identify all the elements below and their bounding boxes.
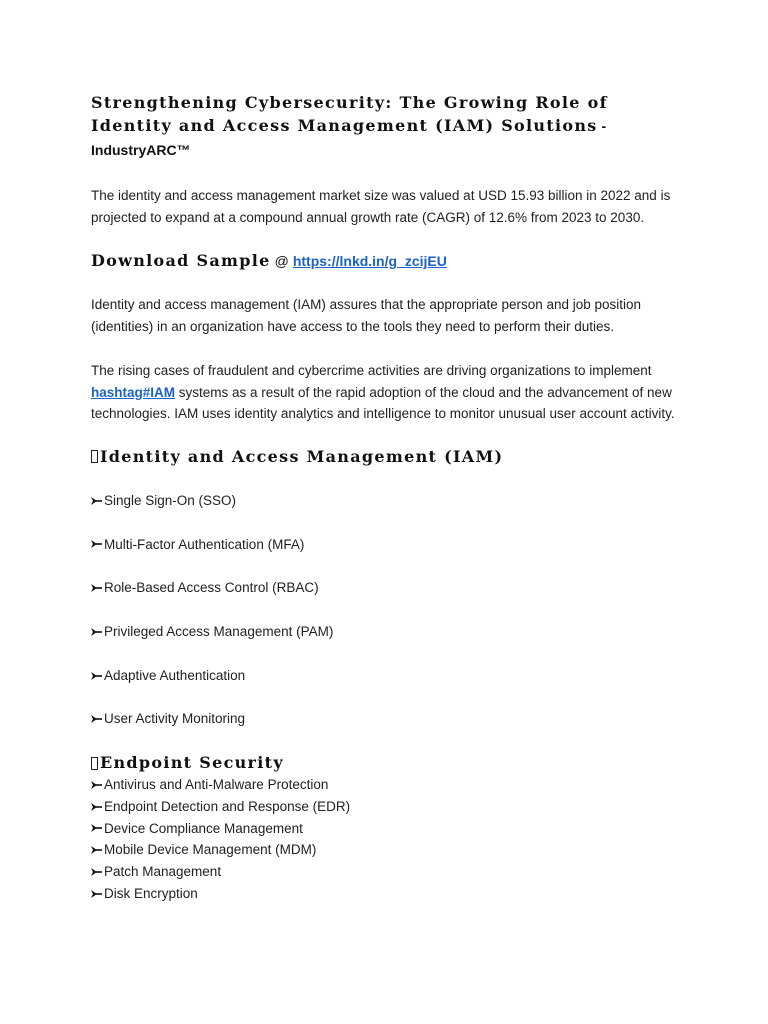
document-body [91,88,691,904]
list-item-label: Endpoint Detection and Response (EDR) [104,798,351,814]
arrow-bullet-icon [91,671,103,681]
post-title-suffix: - IndustryARC™ [91,118,607,158]
arrow-bullet-icon [91,867,103,877]
list-item-label: Adaptive Authentication [104,667,246,683]
missing-glyph-icon [91,450,98,463]
list-item [91,774,691,796]
arrow-bullet-icon [91,802,103,812]
arrow-bullet-icon [91,845,103,855]
endpoint-feature-list [91,774,691,904]
arrow-bullet-icon [91,627,103,637]
rising-cases-text-end: systems as a result of the rapid adoption of the cloud and the advancement of new technologies. IAM uses identity analytics and intelligence to monitor unusual user account activity. [91,384,675,422]
list-item [91,883,691,905]
list-item [91,534,691,556]
arrow-bullet-icon [91,780,103,790]
arrow-bullet-icon [91,496,103,506]
arrow-bullet-icon [91,539,103,549]
hashtag-iam-link[interactable]: hashtag#IAM [91,384,176,400]
endpoint-section-heading [91,752,691,774]
arrow-bullet-icon [91,714,103,724]
list-item-label: Disk Encryption [104,885,198,901]
iam-section-heading [91,446,691,468]
iam-feature-list [91,490,691,730]
rising-cases-paragraph [91,360,691,425]
list-item [91,665,691,687]
download-sample-line [91,250,691,272]
download-sample-link[interactable]: https://lnkd.in/g_zcijEU [292,253,447,270]
endpoint-section-title: Endpoint Security [100,753,284,773]
download-sample-label: Download Sample [91,251,271,271]
list-item [91,490,691,512]
post-title [91,91,691,162]
iam-section-title: Identity and Access Management (IAM) [100,446,504,466]
missing-glyph-icon [91,757,98,770]
list-item-label: Privileged Access Management (PAM) [104,624,334,640]
arrow-bullet-icon [91,583,103,593]
list-item-label: Single Sign-On (SSO) [104,492,237,508]
iam-definition-paragraph: Identity and access management (IAM) assures that the appropriate person and job position (identities) in an organization have access to the tools they need to perform their duties. [91,297,642,335]
list-item-label: Mobile Device Management (MDM) [104,842,317,858]
rising-cases-text-start: The rising cases of fraudulent and cybercrime activities are driving organizations to implement [91,362,652,378]
list-item [91,839,691,861]
list-item-label: Antivirus and Anti-Malware Protection [104,777,329,793]
list-item-label: User Activity Monitoring [104,711,246,727]
list-item-label: Patch Management [104,863,222,879]
arrow-bullet-icon [91,823,103,833]
post-title-main: Strengthening Cybersecurity: The Growing Role of Identity and Access Management (IAM) Solutions [91,93,608,135]
list-item-label: Role-Based Access Control (RBAC) [104,580,319,596]
list-item-label: Multi-Factor Authentication (MFA) [104,536,305,552]
arrow-bullet-icon [91,889,103,899]
at-sign: @ [274,253,289,270]
list-item [91,796,691,818]
list-item [91,708,691,730]
list-item [91,818,691,840]
intro-paragraph: The identity and access management market size was valued at USD 15.93 billion in 2022 and is projected to expand at a compound annual growth rate (CAGR) of 12.6% from 2023 to 2030. [91,188,671,225]
list-item-label: Device Compliance Management [104,820,303,836]
list-item [91,621,691,643]
list-item [91,577,691,599]
list-item [91,861,691,883]
